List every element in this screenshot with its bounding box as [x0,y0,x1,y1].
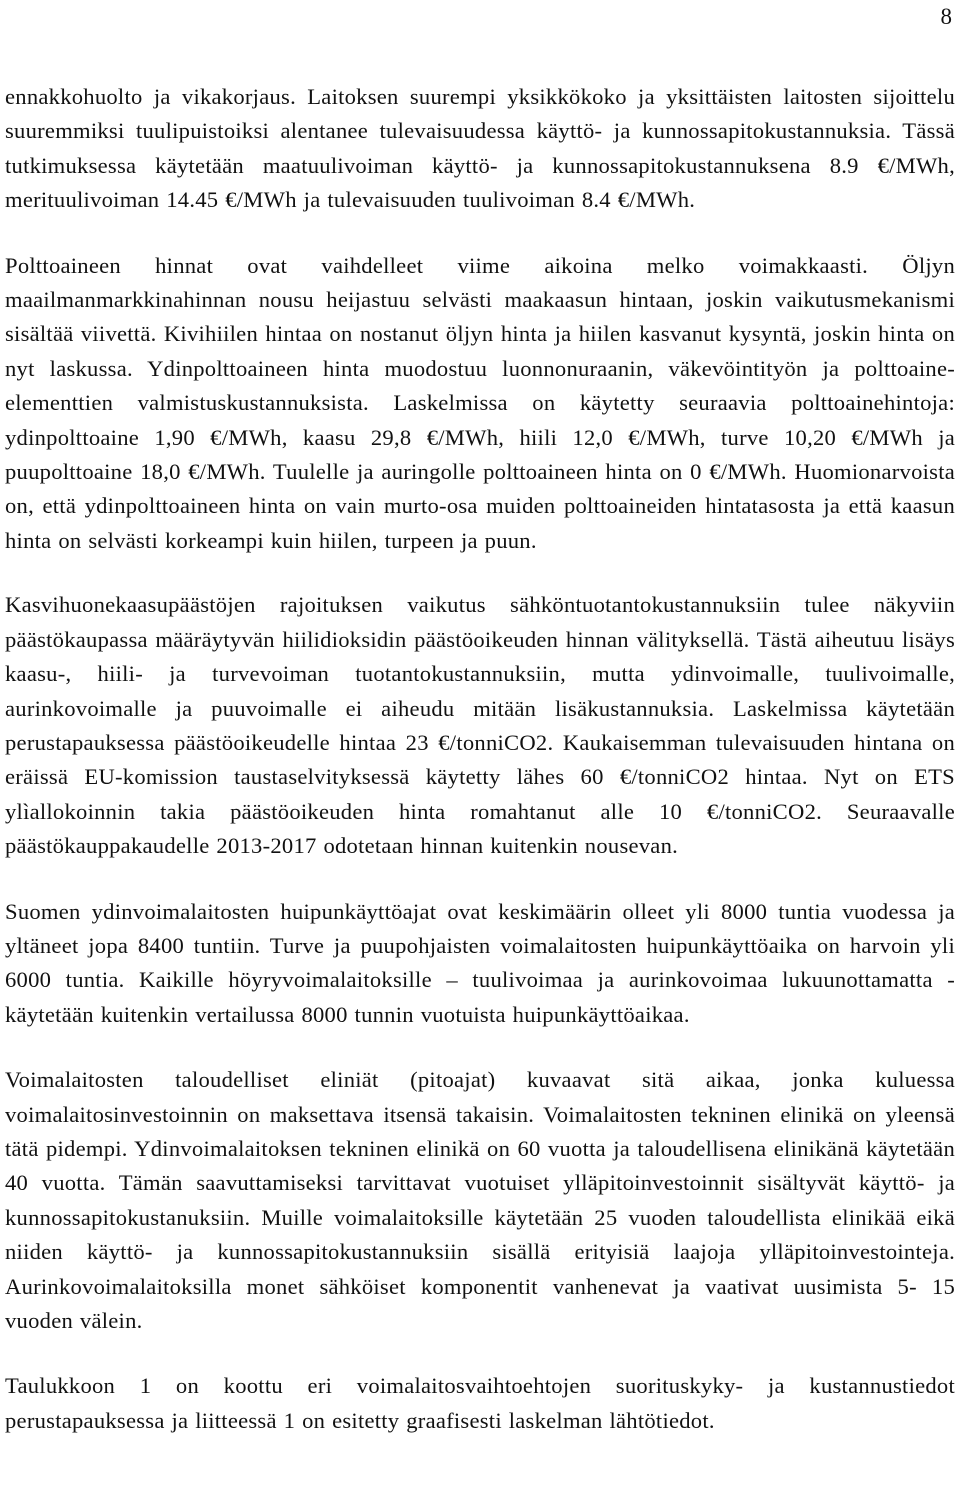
page-number: 8 [940,4,952,29]
paragraph-table-reference: Taulukkoon 1 on koottu eri voimalaitosvaihtoehtojen suorituskyky- ja kustannustiedot perustapauksessa ja liitteessä 1 on esitetty graafisesti laskelman lähtötiedot. [5,1373,955,1433]
paragraph-fuel-prices: Polttoaineen hinnat ovat vaihdelleet viime aikoina melko voimakkaasti. Öljyn maailmanmarkkinahinnan nousu heijastuu selvästi maakaasun hintaan, joskin vaikutusmekanismi sisältää viivettä. Kivihiilen hintaa on nostanut öljyn hinta ja hiilen kasvanut kysyntä, joskin hinta on nyt laskussa. Ydinpolttoaineen hinta muodostuu luonnonuraanin, väkevöintityön ja polttoaine-elementtien valmistuskustannuksista. Laskelmissa on käytetty seuraavia polttoainehintoja: ydinpolttoaine 1,90 €/MWh, kaasu 29,8 €/MWh, hiili 12,0 €/MWh, turve 10,20 €/MWh ja puupolttoaine 18,0 €/MWh. Tuulelle ja auringolle polttoaineen hinta on 0 €/MWh. Huomionarvoista on, että ydinpolttoaineen hinta on vain murto-osa muiden polttoaineiden hintatasosta ja että kaasun hinta on selvästi korkeampi kuin hiilen, turpeen ja puun. [5,252,955,553]
paragraph-plant-lifetimes: Voimalaitosten taloudelliset eliniät (pitoajat) kuvaavat sitä aikaa, jonka kuluessa voimalaitosinvestoinnin on maksettava itsensä takaisin. Voimalaitosten tekninen elinikä on yleensä tätä pidempi. Ydinvoimalaitoksen tekninen elinikä on 60 vuotta ja taloudellisena elinikänä käytetään 40 vuotta. Tämän saavuttamiseksi tarvittavat vuotuiset ylläpitoinvestoinnit sisältyvät käyttö- ja kunnossapitokustanuksiin. Muille voimalaitoksille käytetään 25 vuoden taloudellista elinikää eikä niiden käyttö- ja kunnossapitokustannuksiin sisällä erityisiä laajoja ylläpitoinvestointeja. Aurinkovoimalaitoksilla monet sähköiset komponentit vanhenevat ja vaativat uusimista 5- 15 vuoden välein. [5,1067,955,1333]
paragraph-maintenance-costs: ennakkohuolto ja vikakorjaus. Laitoksen suurempi yksikkökoko ja yksittäisten laitosten sijoittelu suuremmiksi tuulipuistoiksi alentanee tulevaisuudessa käyttö- ja kunnossapitokustannuksia. Tässä tutkimuksessa käytetään maatuulivoiman käyttö- ja kunnossapitokustannuksena 8.9 €/MWh, merituulivoiman 14.45 €/MWh ja tulevaisuuden tuulivoiman 8.4 €/MWh. [5,84,955,213]
paragraph-peak-operating-hours: Suomen ydinvoimalaitosten huipunkäyttöajat ovat keskimäärin olleet yli 8000 tuntia vuodessa ja yltäneet jopa 8400 tuntiin. Turve ja puupohjaisten voimalaitosten huipunkäyttöaika on harvoin yli 6000 tuntia. Kaikille höyryvoimalaitoksille – tuulivoimaa ja aurinkovoimaa lukuunottamatta - käytetään kuitenkin vertailussa 8000 tunnin vuotuista huipunkäyttöaikaa. [5,898,955,1027]
paragraph-emission-trading: Kasvihuonekaasupäästöjen rajoituksen vaikutus sähköntuotantokustannuksiin tulee näkyviin päästökaupassa määräytyvän hiilidioksidin päästöoikeuden hinnan välityksellä. Tästä aiheutuu lisäys kaasu-, hiili- ja turvevoiman tuotantokustannuksiin, mutta ydinvoimalle, tuulivoimalle, aurinkovoimalle ja puuvoimalle ei aiheudu mitään lisäkustannuksia. Laskelmissa käytetään perustapauksessa päästöoikeudelle hintaa 23 €/tonniCO2. Kaukaisemman tulevaisuuden hintana on eräissä EU-komission taustaselvityksessä käytetty lähes 60 €/tonniCO2 hintaa. Nyt on ETS ylìallokoinnin takia päästöoikeuden hinta romahtanut alle 10 €/tonniCO2. Seuraavalle päästökauppakaudelle 2013-2017 odotetaan hinnan kuitenkin nousevan. [5,592,955,859]
document-body [5,80,955,1470]
